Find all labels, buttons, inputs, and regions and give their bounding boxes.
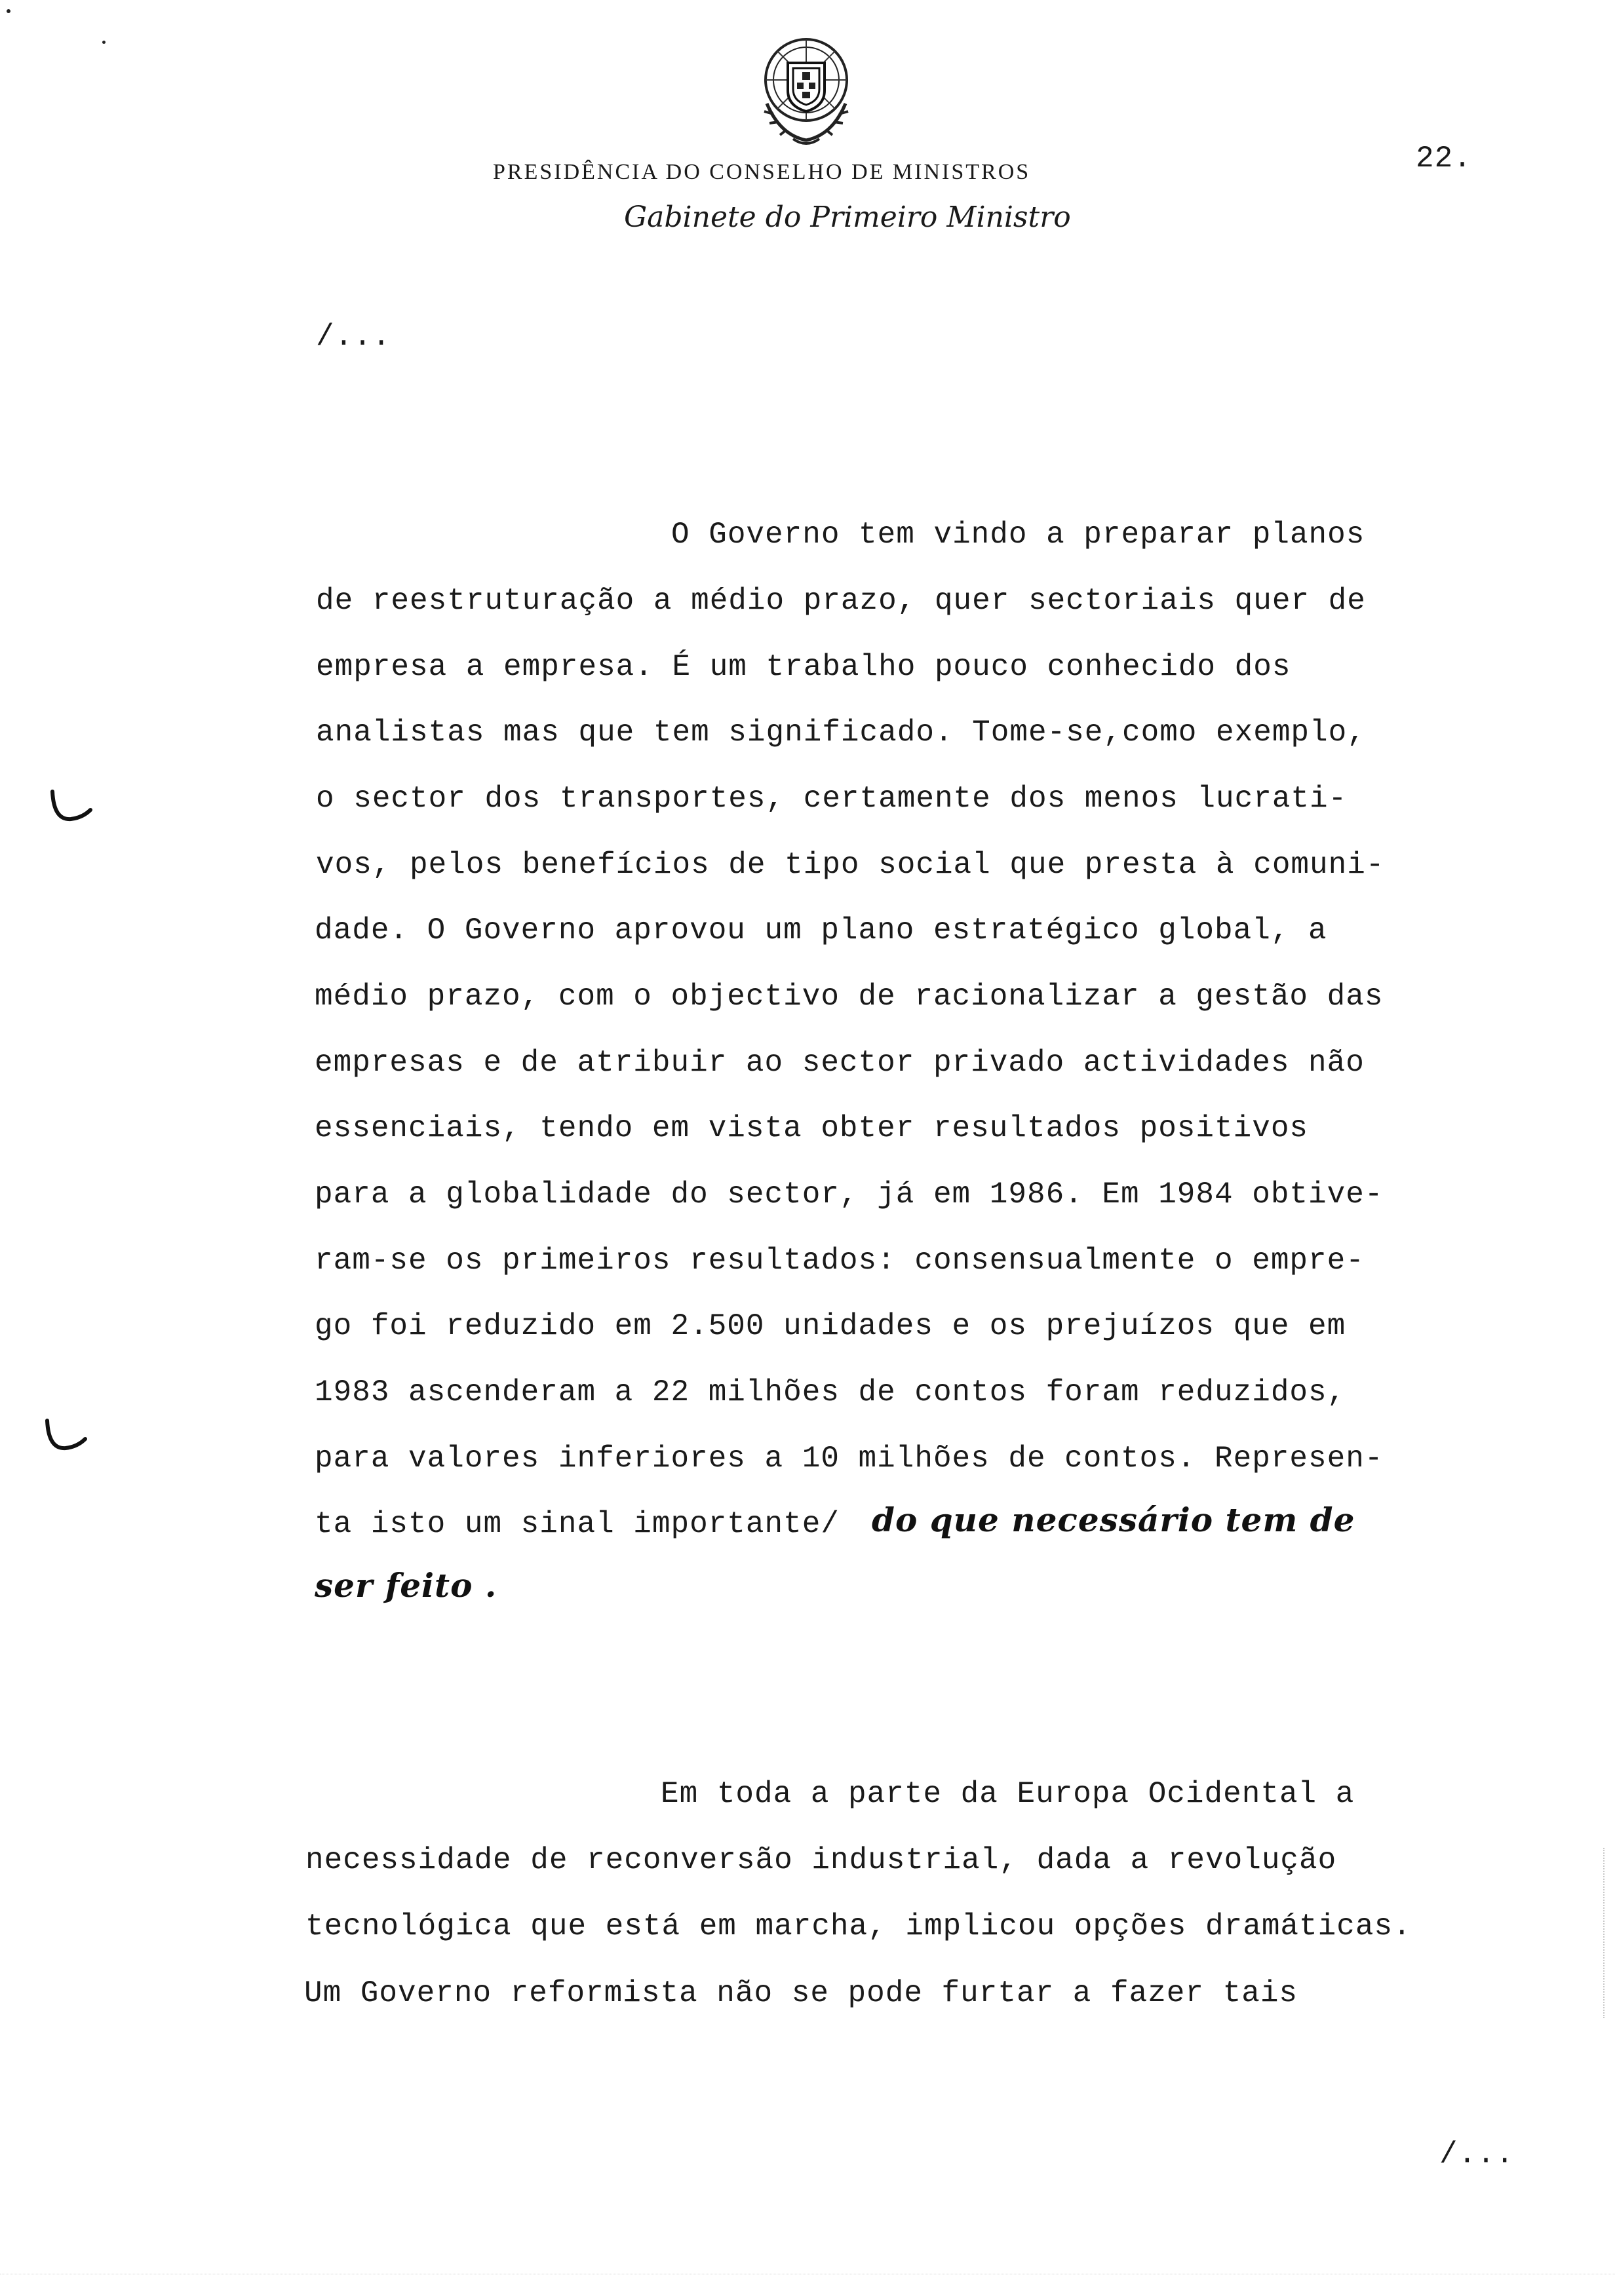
text-line: empresas e de atribuir ao sector privado actividades não xyxy=(315,1046,1365,1080)
text-line: empresa a empresa. É um trabalho pouco conhecido dos xyxy=(316,650,1291,684)
text-line: Em toda a parte da Europa Ocidental a xyxy=(661,1777,1355,1811)
institution-heading: PRESIDÊNCIA DO CONSELHO DE MINISTROS xyxy=(493,160,1031,184)
continuation-marker-bottom: /... xyxy=(1439,2137,1515,2172)
text-line: analistas mas que tem significado. Tome-se,como exemplo, xyxy=(316,716,1366,750)
text-line: O Governo tem vindo a preparar planos xyxy=(671,518,1365,552)
scan-artifact xyxy=(1603,1848,1606,2018)
text-line: 1983 ascenderam a 22 milhões de contos foram reduzidos, xyxy=(315,1375,1346,1409)
text-line: vos, pelos benefícios de tipo social que presta à comuni- xyxy=(316,848,1385,882)
text-line: essenciais, tendo em vista obter resultados positivos xyxy=(315,1111,1309,1145)
text-line: o sector dos transportes, certamente dos menos lucrati- xyxy=(316,782,1348,816)
speck xyxy=(7,9,10,13)
handwritten-annotation: do que necessário tem de xyxy=(872,1501,1355,1539)
text-line: para valores inferiores a 10 milhões de contos. Represen- xyxy=(315,1442,1384,1476)
text-line: dade. O Governo aprovou um plano estratégico global, a xyxy=(315,913,1327,947)
text-line: de reestruturação a médio prazo, quer sectoriais quer de xyxy=(316,584,1366,618)
text-line: Um Governo reformista não se pode furtar a fazer tais xyxy=(304,1976,1298,2010)
margin-mark-icon xyxy=(39,1415,92,1461)
continuation-marker-top: /... xyxy=(316,320,391,354)
speck xyxy=(102,41,106,44)
handwritten-annotation: ser feito . xyxy=(315,1566,497,1605)
text-line: tecnológica que está em marcha, implicou opções dramáticas. xyxy=(305,1909,1412,1943)
text-line: go foi reduzido em 2.500 unidades e os prejuízos que em xyxy=(315,1309,1346,1343)
coat-of-arms-icon xyxy=(747,25,865,149)
scan-artifact xyxy=(0,2274,1615,2275)
text-line: médio prazo, com o objectivo de racionalizar a gestão das xyxy=(315,980,1384,1014)
margin-mark-icon xyxy=(45,786,97,832)
text-line: ta isto um sinal importante/ xyxy=(315,1507,840,1541)
page-number: 22. xyxy=(1416,142,1472,176)
text-line: ram-se os primeiros resultados: consensualmente o empre- xyxy=(315,1244,1365,1278)
text-line: necessidade de reconversão industrial, dada a revolução xyxy=(305,1843,1337,1877)
text-line: para a globalidade do sector, já em 1986. Em 1984 obtive- xyxy=(315,1177,1384,1212)
coat-of-arms-emblem xyxy=(747,25,865,149)
office-subheading: Gabinete do Primeiro Ministro xyxy=(624,201,1071,234)
